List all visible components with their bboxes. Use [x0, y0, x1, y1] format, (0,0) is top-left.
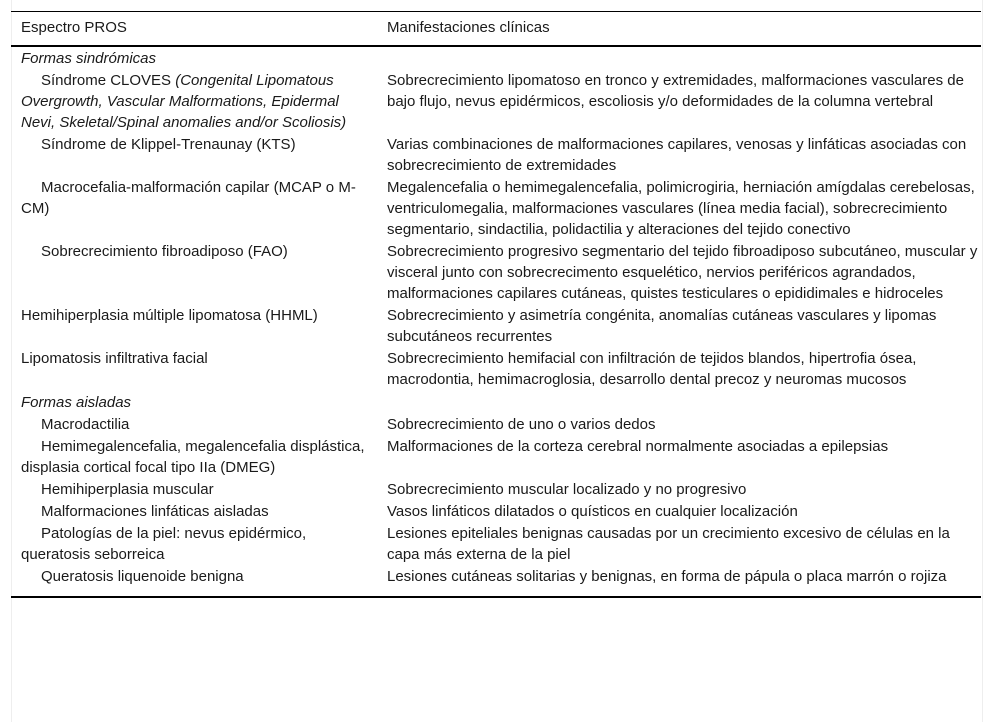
section-row — [11, 391, 981, 414]
manifestations-cell: Sobrecrecimiento hemifacial con infiltración de tejidos blandos, hipertrofia ósea, macrodontia, hemimacroglosia, desarrollo dental precoz y neuromas mucosos — [387, 350, 917, 388]
table-row — [11, 566, 981, 597]
manifestations-cell: Sobrecrecimiento lipomatoso en tronco y extremidades, malformaciones vasculares de bajo flujo, nevus epidérmicos, escoliosis y/o deformidades de la columna vertebral — [387, 72, 964, 110]
spectrum-cell — [11, 305, 377, 348]
spectrum-label: Hemihiperplasia muscular — [41, 481, 214, 498]
spectrum-cell — [11, 414, 377, 436]
manifestations-cell: Megalencefalia o hemimegalencefalia, polimicrogiria, herniación amígdalas cerebelosas, ventriculomegalia, malformaciones vasculares (línea media facial), sobrecrecimiento segmentario, sindactilia, polidactilia y alteraciones del tejido conectivo — [387, 179, 975, 238]
table-row — [11, 414, 981, 436]
spectrum-cell — [11, 70, 377, 134]
spectrum-label: Queratosis liquenoide benigna — [41, 568, 244, 585]
table-row — [11, 305, 981, 348]
table-row — [11, 348, 981, 391]
spectrum-cell — [11, 501, 377, 523]
spectrum-label: Patologías de la piel: nevus epidérmico, queratosis seborreica — [21, 525, 307, 563]
spectrum-label: Hemihiperplasia múltiple lipomatosa (HHML) — [21, 307, 318, 324]
column-header-spectrum: Espectro PROS — [21, 19, 127, 36]
section-label: Formas aisladas — [21, 394, 132, 411]
spectrum-label: Síndrome de Klippel-Trenaunay (KTS) — [41, 136, 296, 153]
table-row — [11, 70, 981, 134]
spectrum-label: Macrocefalia-malformación capilar (MCAP o M-CM) — [21, 179, 356, 217]
spectrum-cell — [11, 479, 377, 501]
section-label: Formas sindrómicas — [21, 50, 157, 67]
spectrum-cell — [11, 134, 377, 177]
column-header-manifestations: Manifestaciones clínicas — [387, 19, 550, 36]
spectrum-cell — [11, 436, 377, 479]
manifestations-cell: Malformaciones de la corteza cerebral normalmente asociadas a epilepsias — [387, 438, 889, 455]
table-row — [11, 177, 981, 241]
table-row — [11, 479, 981, 501]
spectrum-label: Lipomatosis infiltrativa facial — [21, 350, 208, 367]
manifestations-cell: Vasos linfáticos dilatados o quísticos en cualquier localización — [387, 503, 798, 520]
table-body — [11, 46, 981, 597]
spectrum-cell — [11, 348, 377, 391]
manifestations-cell: Sobrecrecimiento muscular localizado y no progresivo — [387, 481, 747, 498]
section-row — [11, 46, 981, 70]
manifestations-cell: Lesiones cutáneas solitarias y benignas, en forma de pápula o placa marrón o rojiza — [387, 568, 947, 585]
spectrum-cell — [11, 523, 377, 566]
spectrum-label: Macrodactilia — [41, 416, 130, 433]
spectrum-cell — [11, 566, 377, 597]
table-row — [11, 436, 981, 479]
manifestations-cell: Lesiones epiteliales benignas causadas por un crecimiento excesivo de células en la capa más externa de la piel — [387, 525, 950, 563]
manifestations-cell: Sobrecrecimiento progresivo segmentario del tejido fibroadiposo subcutáneo, muscular y visceral junto con sobrecrecimento esquelético, nervios periféricos agrandados, malformaciones capilares cutáneas, quistes testiculares o epididimales e hidroceles — [387, 243, 978, 302]
spectrum-label: Malformaciones linfáticas aisladas — [41, 503, 269, 520]
spectrum-cell — [11, 241, 377, 305]
table-row — [11, 134, 981, 177]
spectrum-label: Sobrecrecimiento fibroadiposo (FAO) — [41, 243, 288, 260]
spectrum-label: Hemimegalencefalia, megalencefalia displástica, displasia cortical focal tipo IIa (DMEG) — [21, 438, 365, 476]
table-header-row — [11, 12, 981, 47]
spectrum-cell — [11, 177, 377, 241]
manifestations-cell: Varias combinaciones de malformaciones capilares, venosas y linfáticas asociadas con sobrecrecimiento de extremidades — [387, 136, 967, 174]
manifestations-cell: Sobrecrecimiento y asimetría congénita, anomalías cutáneas vasculares y lipomas subcutáneos recurrentes — [387, 307, 937, 345]
table-row — [11, 501, 981, 523]
pros-spectrum-table — [11, 11, 981, 598]
spectrum-label: Síndrome CLOVES — [41, 72, 176, 89]
table-row — [11, 523, 981, 566]
table-row — [11, 241, 981, 305]
spectrum-label-italic: (Congenital Lipomatous Overgrowth, Vascular Malformations, Epidermal Nevi, Skeletal/Spinal anomalies and/or Scoliosis) — [21, 72, 347, 131]
manifestations-cell: Sobrecrecimiento de uno o varios dedos — [387, 416, 656, 433]
